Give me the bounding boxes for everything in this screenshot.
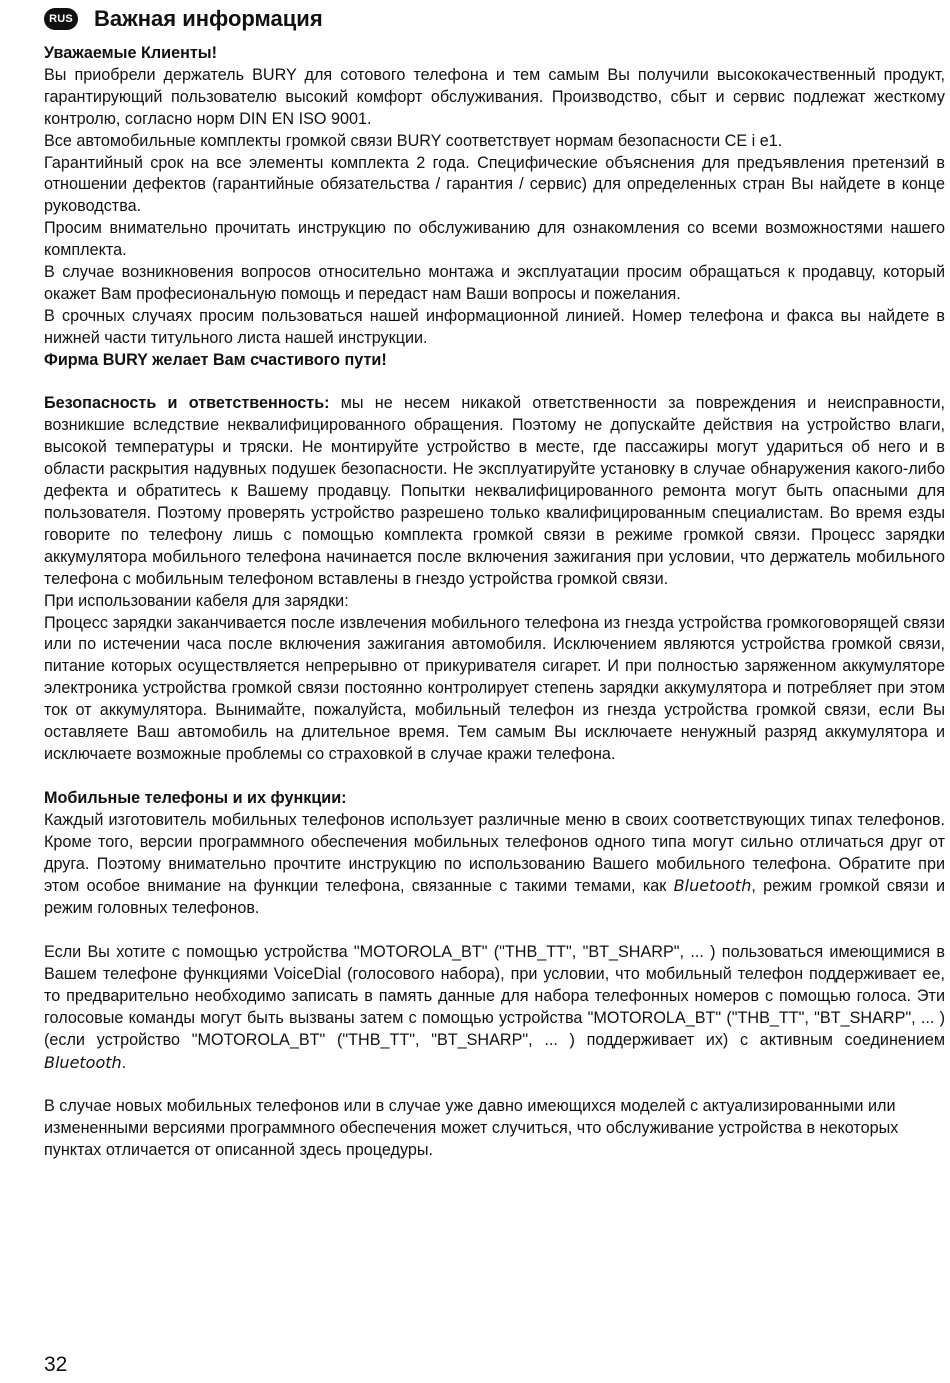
safety-heading: Безопасность и ответственность: — [44, 394, 330, 413]
intro-paragraph-4: Просим внимательно прочитать инструкцию по обслуживанию для ознакомления со всеми возможностями нашего комплекта. — [44, 219, 945, 260]
safety-paragraph-1 — [44, 393, 945, 590]
spacer — [44, 766, 945, 788]
intro-paragraph-5: В случае возникновения вопросов относительно монтажа и эксплуатации просим обращаться к продавцу, который окажет Вам професиональную помощь и передаст нам Ваши вопросы и пожелания. — [44, 263, 945, 303]
safety-text: мы не несем никакой ответственности за повреждения и неисправности, возникшие вследствие неквалифицированного обращения. Поэтому не допускайте действия на устройство влаги, высокой температуры и тряски. Не монтируйте устройство в месте, где пассажиры могут удариться об него и в области раскрытия надувных подушек безопасности. Не эксплуатируйте установку в случае обнаружения какого-либо дефекта и обратитесь к Вашему продавцу. Попытки неквалифицированного ремонта могут быть опасными для пользователя. Поэтому проверять устройство разрешено только квалифицированным специалистам. Во время езды говорите по телефону лишь с помощью комплекта громкой связи в режиме громкой связи. Процесс зарядки аккумулятора мобильного телефона начинается после включения зажигания при условии, что держатель мобильного телефона с мобильным телефоном вставлены в гнездо устройства громкой связи. — [44, 394, 945, 588]
phones-heading: Мобильные телефоны и их функции: — [44, 788, 347, 807]
phones-paragraph-3: В случае новых мобильных телефонов или в случае уже давно имеющихся моделей с актуализированными или измененными версиями программного обеспечения может случиться, что обслуживание устройства в некоторых пунктах отличается от описанной здесь процедуры. — [44, 1097, 899, 1160]
spacer — [44, 920, 945, 942]
safety-paragraph-3: Процесс зарядки заканчивается после извлечения мобильного телефона из гнезда устройства громкоговорящей связи или по истечении часа после включения зажигания автомобиля. Исключением являются устройства громкой связи, питание которых осуществляется непрерывно от прикуривателя сигарет. И при полностью заряженном аккумуляторе электроника устройства громкой связи постоянно контролирует степень зарядки аккумулятора и потребляет при этом ток от аккумулятора. Вынимайте, пожалуйста, мобильный телефон из гнезда устройства громкой связи, если Вы оставляете Ваш автомобиль на длительное время. Тем самым Вы исключаете ненужный разряд аккумулятора и исключаете возможные проблемы со страховкой в случае кражи телефона. — [44, 613, 945, 763]
intro-paragraph-3: Гарантийный срок на все элементы комплекта 2 года. Специфические объяснения для предъявления претензий в отношении дефектов (гарантийные обязательства / гарантия / сервис) для определенных стран Вы найдете в конце руководства. — [44, 153, 945, 216]
spacer — [44, 1075, 945, 1097]
intro-paragraph-6: В срочных случаях просим пользоваться нашей информационной линией. Номер телефона и факса вы найдете в нижней части титульного листа нашей инструкции. — [44, 306, 945, 347]
safety-paragraph-2: При использовании кабеля для зарядки: — [44, 591, 349, 610]
document-body — [44, 43, 945, 1162]
closing-line: Фирма BURY желает Вам счастивого пути! — [44, 350, 387, 369]
page-header — [44, 6, 323, 32]
intro-paragraph-1: Вы приобрели держатель BURY для сотового телефона и тем самым Вы получили высококачественный продукт, гарантирующий пользователю высокий комфорт обслуживания. Производство, сбыт и сервис подлежат жесткому контролю, согласно норм DIN EN ISO 9001. — [44, 65, 945, 128]
page-number: 32 — [44, 1353, 68, 1376]
phones-paragraph-1 — [44, 810, 945, 921]
greeting: Уважаемые Клиенты! — [44, 44, 217, 62]
phones-text: Каждый изготовитель мобильных телефонов использует различные меню в своих соответствующих типах телефонов. Кроме того, версии программного обеспечения мобильных телефонов одного типа могут сильно отличаться друг от друга. Поэтому внимательно прочтите инструкцию по использованию Вашего мобильного телефона. Обратите при этом особое внимание на функции телефона, связанные с такими темами, как — [44, 810, 945, 896]
phones-text: . — [121, 1053, 127, 1072]
spacer — [44, 372, 945, 394]
phones-text: , режим громкой связи и режим головных телефонов. — [44, 877, 945, 918]
phones-paragraph-2 — [44, 942, 945, 1074]
page-title: Важная информация — [94, 6, 323, 31]
intro-paragraph-2: Все автомобильные комплекты громкой связи BURY соответствует нормам безопасности CE i e1. — [44, 131, 783, 150]
bluetooth-term: Bluetooth — [673, 876, 752, 896]
language-badge: RUS — [44, 8, 78, 30]
bluetooth-term: Bluetooth — [44, 1052, 122, 1072]
phones-text: Если Вы хотите с помощью устройства "MOTOROLA_BT" ("THB_TT", "BT_SHARP", ... ) пользоваться имеющимися в Вашем телефоне функциями VoiceDial (голосового набора), при условии, что мобильный телефон поддерживает ее, то предварительно необходимо записать в память данные для набора телефонных номеров с помощью голоса. Эти голосовые команды могут быть вызваны затем с помощью устройства "MOTOROLA_BT" ("THB_TT", "BT_SHARP", ... ) (если устройство "MOTOROLA_BT" ("THB_TT", "BT_SHARP", ... ) поддерживает их) с активным соединением — [44, 943, 945, 1049]
